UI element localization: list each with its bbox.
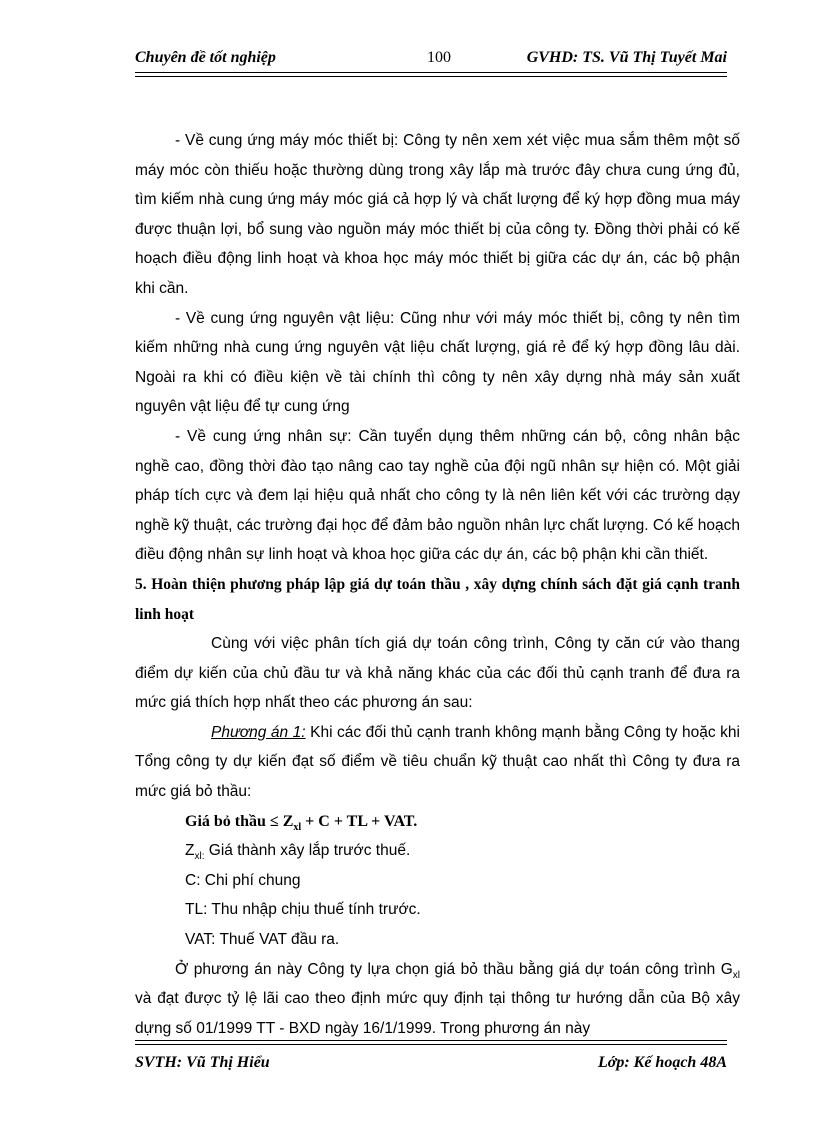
page-number: 100 (427, 49, 451, 66)
paragraph-option-1 (135, 718, 740, 807)
formula-subscript: xl (293, 821, 302, 833)
def-z-text: Giá thành xây lắp trước thuế. (204, 842, 411, 860)
page-body (135, 126, 740, 1043)
page-footer (135, 1054, 727, 1076)
paragraph-personnel: - Về cung ứng nhân sự: Cần tuyển dụng thêm những cán bộ, công nhân bậc nghề cao, đồng thời đào tạo nâng cao tay nghề của đội ngũ nhân sự hiện có. Một giải pháp tích cực và đem lại hiệu quả nhất cho công ty là nên liên kết với các trường dạy nghề kỹ thuật, các trường đại học để đảm bảo nguồn nhân lực chất lượng. Có kế hoạch điều động nhân sự linh hoạt và khoa học giữa các dự án, các bộ phận khi cần thiết. (135, 427, 740, 564)
def-z-symbol: Z (185, 842, 195, 860)
paragraph-pricing-intro: Cùng với việc phân tích giá dự toán công trình, Công ty căn cứ vào thang điểm dự kiến của chủ đầu tư và khả năng khác của các đối thủ cạnh tranh để đưa ra mức giá thích hợp nhất theo các phương án sau: (135, 635, 740, 712)
footer-class: Lớp: Kế hoạch 48A (597, 1054, 727, 1071)
definition-tl: TL: Thu nhập chịu thuế tính trước. (185, 901, 421, 919)
definition-vat: VAT: Thuế VAT đầu ra. (185, 931, 340, 949)
footer-rule (135, 1040, 727, 1045)
p5-part-a: Ở phương án này Công ty lựa chọn giá bỏ thầu bằng giá dự toán công trình G (175, 960, 733, 978)
header-supervisor: GVHD: TS. Vũ Thị Tuyết Mai (526, 49, 727, 66)
paragraph-option-1-detail (135, 955, 740, 1044)
p5-part-b: và đạt được tỷ lệ lãi cao theo định mức quy định tại thông tư hướng dẫn của Bộ xây dựng số 01/1999 TT - BXD ngày 16/1/1999. Trong phương án này (135, 990, 740, 1037)
p5-subscript: xl (732, 969, 740, 981)
bid-price-formula (135, 807, 740, 837)
def-z-subscript: xl: (194, 851, 205, 863)
header-rule (135, 72, 727, 77)
section-heading: 5. Hoàn thiện phương pháp lập giá dự toán thầu , xây dựng chính sách đặt giá cạnh tranh linh hoạt (135, 575, 740, 623)
footer-student: SVTH: Vũ Thị Hiểu (135, 1054, 270, 1071)
option-1-text: Khi các đối thủ cạnh tranh không mạnh bằng Công ty hoặc khi Tổng công ty dự kiến đạt số điểm về tiêu chuẩn kỹ thuật cao nhất thì Công ty đưa ra mức giá bỏ thầu: (135, 723, 740, 801)
paragraph-equipment: - Về cung ứng máy móc thiết bị: Công ty nên xem xét việc mua sắm thêm một số máy móc còn thiếu hoặc thường dùng trong xây lắp mà trước đây chưa cung ứng đủ, tìm kiếm nhà cung ứng máy móc giá cả hợp lý và chất lượng để ký hợp đồng mua máy được thuận lợi, bổ sung vào nguồn máy móc thiết bị của công ty. Đồng thời phải có kế hoạch điều động linh hoạt và khoa học máy móc thiết bị giữa các dự án, các bộ phận khi cần. (135, 132, 740, 297)
paragraph-materials: - Về cung ứng nguyên vật liệu: Cũng như với máy móc thiết bị, công ty nên tìm kiếm những nhà cung ứng nguyên vật liệu chất lượng, giá rẻ để ký hợp đồng lâu dài. Ngoài ra khi có điều kiện về tài chính thì công ty nên xây dựng nhà máy sản xuất nguyên vật liệu để tự cung ứng (135, 309, 740, 416)
definition-c: C: Chi phí chung (185, 871, 301, 889)
page-header (135, 47, 727, 69)
option-1-label: Phương án 1: (211, 723, 306, 741)
header-title: Chuyên đề tốt nghiệp (135, 49, 276, 66)
definition-z (135, 836, 740, 866)
formula-prefix: Giá bỏ thầu ≤ Z (185, 812, 294, 830)
formula-suffix: + C + TL + VAT. (301, 812, 418, 830)
